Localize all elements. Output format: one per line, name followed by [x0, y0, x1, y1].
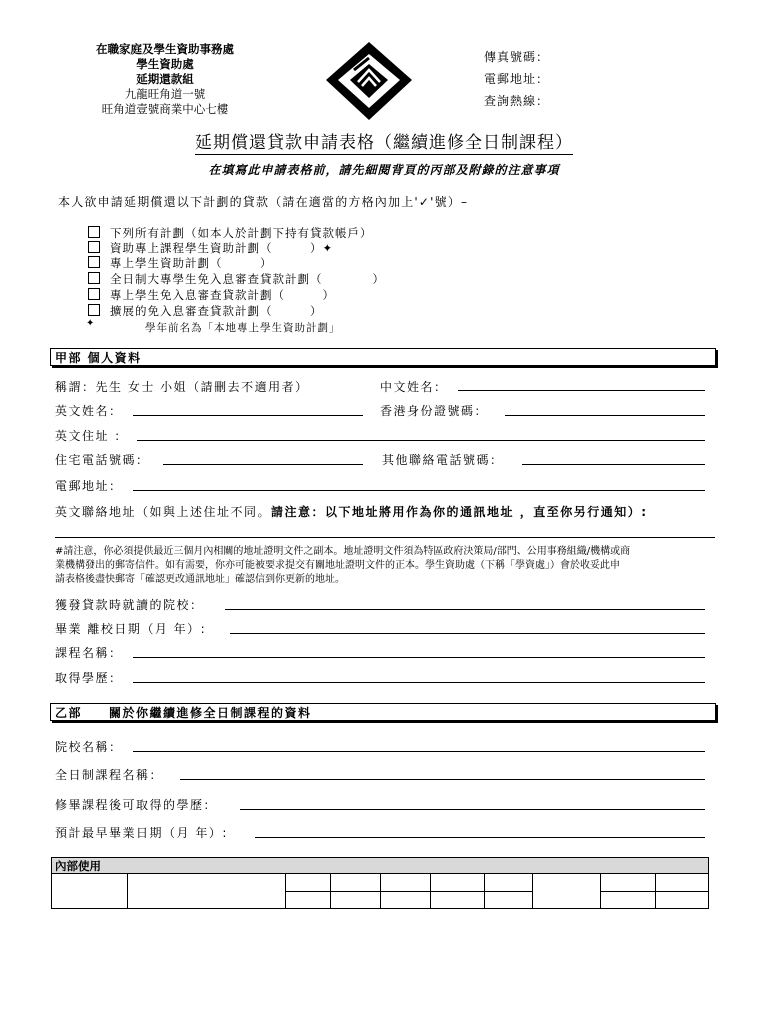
- english-name-field[interactable]: [133, 415, 363, 416]
- course-name-label: 課程名稱：: [55, 646, 123, 660]
- expected-qualification-field[interactable]: [240, 809, 705, 810]
- address-proof-notice: #請注意，你必須提供最近三個月內相關的地址證明文件之副本。地址證明文件須為特區政府決策局/部門、公用事務組織/機構或商 業機構發出的郵寄信件。如有需要，你亦可能被要求提交有關地址證明文件的正本。學生資助處（下稱「學資處」）會於收妥此申 請表格後盡快郵寄「確認更改通訊地址」確認信到你更新的地址。: [55, 546, 631, 585]
- home-phone-field[interactable]: [163, 464, 363, 465]
- qualification-label: 取得學歷：: [55, 671, 123, 685]
- form-title: 延期償還貸款申請表格（繼續進修全日制課程）: [195, 133, 573, 153]
- org-line-1: 在職家庭及學生資助事務處: [96, 42, 234, 56]
- course-name-field[interactable]: [133, 657, 705, 658]
- address-line-1: 九龍旺角道一號: [124, 87, 206, 101]
- checkbox[interactable]: [88, 272, 100, 284]
- other-phone-label: 其他聯絡電話號碼：: [382, 453, 504, 467]
- fulltime-course-label: 全日制課程名稱：: [55, 768, 164, 782]
- scheme-note: 學年前名為「本地專上學生資助計劃」: [145, 322, 341, 334]
- checkbox[interactable]: [88, 256, 100, 268]
- institution-name-field[interactable]: [133, 751, 705, 752]
- form-subtitle: 在填寫此申請表格前，請先細閱背頁的丙部及附錄的注意事項: [208, 163, 560, 177]
- chinese-name-label: 中文姓名：: [380, 380, 448, 394]
- home-phone-label: 住宅電話號碼：: [55, 453, 150, 467]
- checkbox[interactable]: [88, 226, 100, 238]
- title-label: 稱謂：先生 女士 小姐（請刪去不適用者）: [55, 380, 309, 394]
- contact-address-field[interactable]: [55, 537, 715, 538]
- email-address-field[interactable]: [133, 490, 705, 491]
- expected-graduation-field[interactable]: [255, 837, 705, 838]
- email-address-label: 電郵地址：: [55, 479, 123, 493]
- org-line-3: 延期還款組: [136, 72, 194, 86]
- loan-institution-label: 獲發貸款時就讀的院校：: [55, 598, 204, 612]
- enquiry-label: 查詢熱線：: [484, 94, 550, 108]
- section-b-header: 乙部 關於你繼續進修全日制課程的資料: [50, 703, 716, 721]
- checkbox[interactable]: [88, 288, 100, 300]
- intro-text: 本人欲申請延期償還以下計劃的貸款（請在適當的方格內加上'✓'號）–: [58, 195, 469, 209]
- expected-graduation-label: 預計最早畢業日期（月 年）:: [55, 826, 228, 840]
- internal-use-table: [51, 857, 709, 909]
- graduation-date-field[interactable]: [230, 633, 705, 634]
- graduation-date-label: 畢業 離校日期（月 年）:: [55, 622, 207, 636]
- english-address-label: 英文住址 ：: [55, 429, 128, 443]
- qualification-field[interactable]: [133, 682, 705, 683]
- agency-logo: [324, 40, 414, 122]
- org-line-2: 學生資助處: [136, 57, 194, 71]
- english-address-field[interactable]: [137, 440, 705, 441]
- email-label: 電郵地址：: [484, 72, 550, 86]
- fax-label: 傳真號碼：: [484, 50, 550, 64]
- scheme-option[interactable]: 擴展的免入息審查貸款計劃（ ）: [88, 303, 323, 319]
- checkbox[interactable]: [88, 241, 100, 253]
- scheme-option[interactable]: 下列所有計劃（如本人於計劃下持有貸款帳戶）: [88, 225, 373, 241]
- scheme-option[interactable]: 全日制大專學生免入息審查貸款計劃（ ）: [88, 271, 385, 287]
- scheme-option[interactable]: 資助專上課程學生資助計劃（ ）✦: [88, 240, 333, 256]
- hkid-field[interactable]: [505, 415, 705, 416]
- internal-use-header: 內部使用: [52, 858, 708, 874]
- institution-name-label: 院校名稱：: [55, 740, 123, 754]
- address-line-2: 旺角道壹號商業中心七樓: [101, 102, 229, 116]
- scheme-option[interactable]: 專上學生免入息審查貸款計劃（ ）: [88, 287, 335, 303]
- contact-address-label: 英文聯絡地址（如與上述住址不同。請注意：以下地址將用作為你的通訊地址 ，直至你另行通知）:: [55, 505, 648, 519]
- contact-info: [484, 46, 549, 112]
- office-header: [60, 42, 270, 117]
- note-marker: ✦: [86, 318, 95, 329]
- checkbox[interactable]: [88, 304, 100, 316]
- other-phone-field[interactable]: [522, 464, 705, 465]
- scheme-option[interactable]: 專上學生資助計劃（ ）: [88, 255, 273, 271]
- hkid-label: 香港身份證號碼：: [380, 404, 489, 418]
- english-name-label: 英文姓名：: [55, 404, 123, 418]
- loan-institution-field[interactable]: [225, 609, 705, 610]
- section-a-header: 甲部 個人資料: [50, 348, 716, 366]
- expected-qualification-label: 修畢課程後可取得的學歷：: [55, 798, 218, 812]
- chinese-name-field[interactable]: [458, 390, 705, 391]
- fulltime-course-field[interactable]: [180, 779, 705, 780]
